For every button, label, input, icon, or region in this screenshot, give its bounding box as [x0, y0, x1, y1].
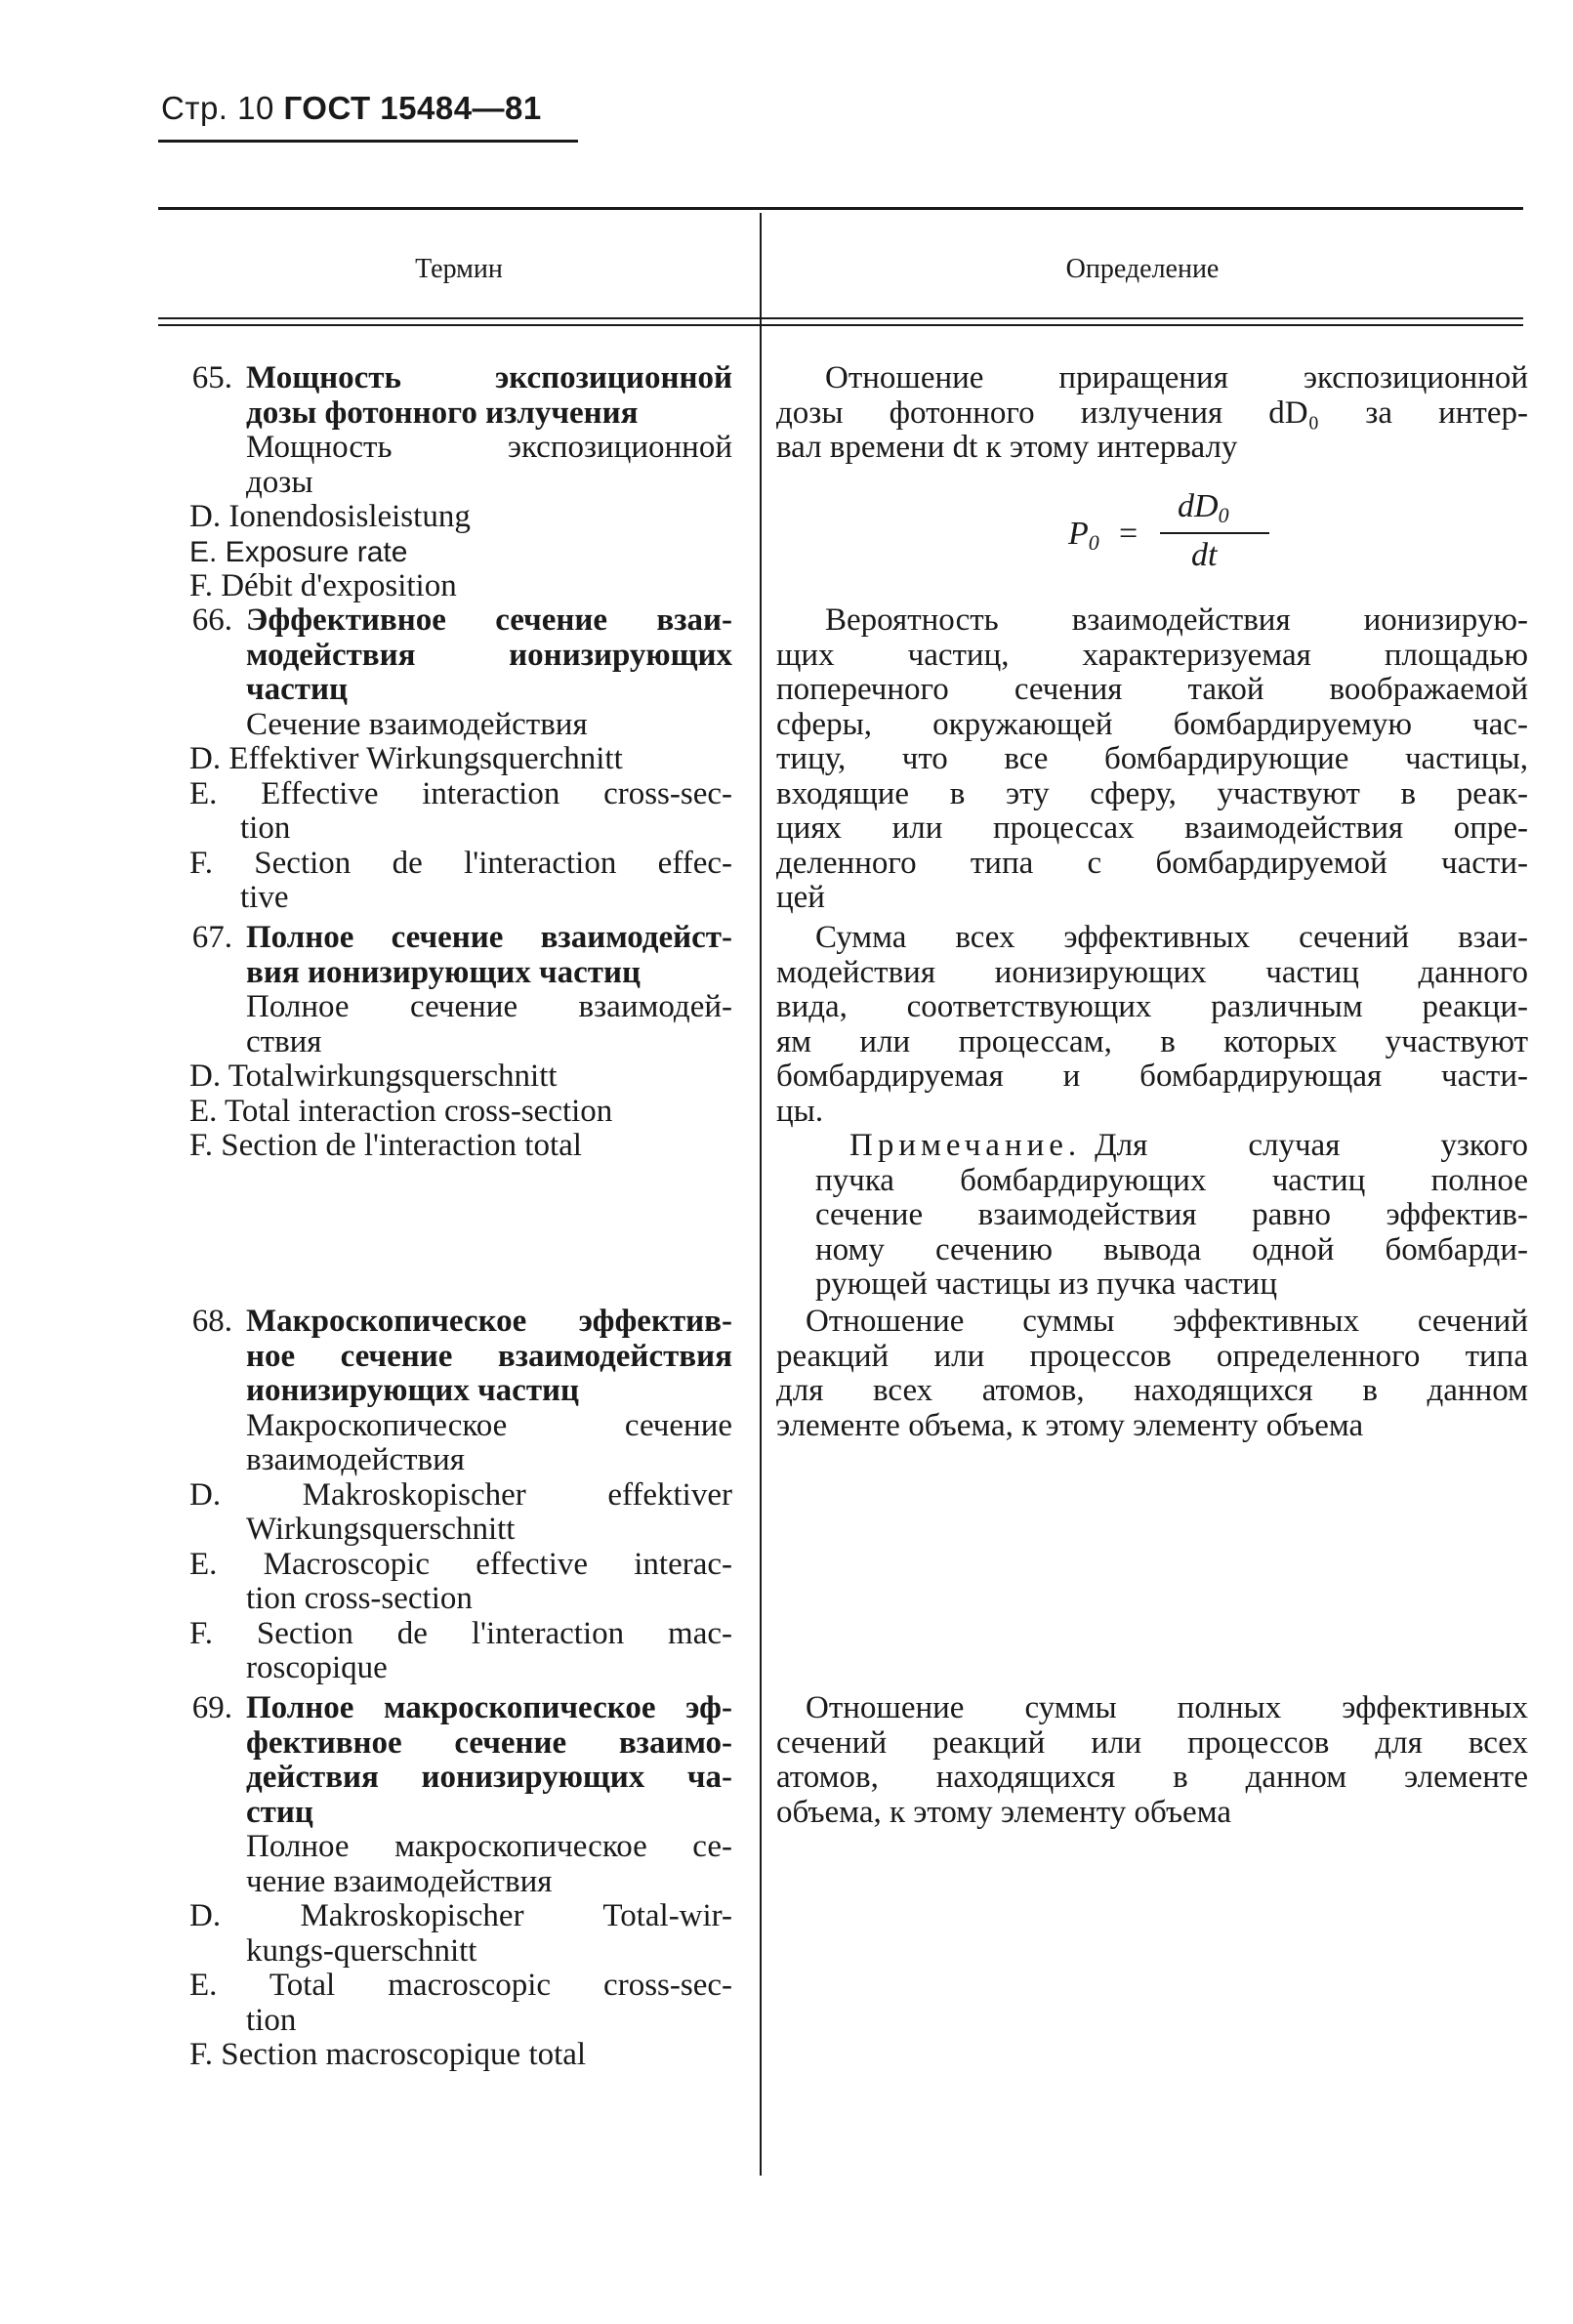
definition-line: Сумма всех эффективных сечений взаи-	[815, 920, 1528, 955]
definition-line: деленного типа с бомбардируемой части-	[776, 845, 1528, 881]
term-french: F. Section de l'interaction effec-	[189, 845, 732, 881]
definition-line: бомбардируемая и бомбардирующая части-	[776, 1058, 1528, 1094]
definition-68	[776, 1305, 1528, 1443]
definition-line: реакций или процессов определенного типа	[776, 1338, 1528, 1374]
definition-line: цы.	[776, 1093, 824, 1129]
fraction-bar	[1160, 532, 1269, 534]
term-entry-66	[156, 603, 732, 916]
term-german: D. Makroskopischer effektiver	[189, 1476, 732, 1513]
term-english: E. Exposure rate	[189, 535, 408, 568]
entry-number: 68.	[191, 1304, 232, 1339]
page-header	[161, 90, 542, 127]
definition-line: атомов, находящихся в данном элементе	[776, 1760, 1528, 1795]
term-german: kungs-querschnitt	[246, 1932, 477, 1969]
term-english: tion	[246, 2002, 297, 2038]
column-header-definition: Определение	[1065, 254, 1220, 284]
term-entry-68	[156, 1305, 732, 1686]
term-title: ное сечение взаимодействия	[246, 1338, 732, 1374]
term-title: действия ионизирующих ча-	[246, 1760, 732, 1795]
definition-67	[776, 921, 1528, 1303]
definition-line: для всех атомов, находящихся в данном	[776, 1373, 1528, 1408]
term-line	[156, 1305, 732, 1340]
term-french: tive	[240, 880, 289, 915]
definition-line: тицу, что все бомбардирующие частицы,	[776, 741, 1528, 776]
term-entry-69	[156, 1691, 732, 2073]
note-line: пучка бомбардирующих частиц полное	[815, 1162, 1528, 1198]
term-english: tion cross-section	[246, 1581, 473, 1616]
definition-line: дозы фотонного излучения dD₀ за интер-	[776, 394, 1528, 431]
entry-number: 69.	[191, 1690, 232, 1725]
definition-line: вал времени dt к этому интервалу	[776, 430, 1238, 465]
definition-line: Отношение суммы полных эффективных	[806, 1690, 1528, 1725]
definition-65	[776, 361, 1528, 466]
formula-lhs: $P_0$	[1068, 516, 1099, 555]
term-line	[156, 921, 732, 956]
header-double-rule-2	[158, 324, 1523, 326]
page-number: Стр. 10	[161, 90, 274, 126]
note-line: рующей частицы из пучка частиц	[815, 1266, 1278, 1302]
definition-line: вида, соответствующих различным реакци-	[776, 989, 1528, 1024]
definition-line: объема, к этому элементу объема	[776, 1794, 1232, 1830]
term-german: D. Makroskopischer Total-wir-	[189, 1898, 732, 1933]
definition-line: элементе объема, к этому элементу объема	[776, 1407, 1364, 1443]
term-title: Полное сечение взаимодейст-	[246, 920, 732, 955]
entry-number: 67.	[191, 920, 232, 955]
term-line	[156, 1691, 732, 1726]
definition-line: входящие в эту сферу, участвуют в реак-	[776, 775, 1528, 811]
term-title: дозы фотонного излучения	[246, 394, 639, 431]
term-synonym: дозы	[246, 464, 313, 500]
note-line: сечение взаимодействия равно эффектив-	[815, 1197, 1528, 1232]
term-title: частиц	[246, 672, 348, 707]
term-french: roscopique	[246, 1650, 388, 1685]
entry-number: 65.	[191, 360, 232, 395]
term-line	[156, 361, 732, 396]
term-title: Макроскопическое эффектив-	[246, 1304, 732, 1339]
term-title: фективное сечение взаимо-	[246, 1724, 732, 1761]
header-double-rule-1	[158, 317, 1523, 319]
formula-equals: =	[1119, 516, 1138, 552]
term-synonym: Полное сечение взаимодей-	[246, 989, 732, 1024]
term-english: E. Total macroscopic cross-sec-	[189, 1968, 732, 2003]
term-english: E. Effective interaction cross-sec-	[189, 775, 732, 811]
formula-exposure-rate	[1055, 488, 1269, 576]
term-title: Эффективное сечение взаи-	[246, 602, 732, 638]
term-synonym: чение взаимодействия	[246, 1863, 553, 1899]
definition-line: модействия ионизирующих частиц данного	[776, 954, 1528, 990]
definition-line: сечений реакций или процессов для всех	[776, 1724, 1528, 1761]
definition-line: сферы, окружающей бомбардируемую час-	[776, 706, 1528, 742]
table-top-rule	[158, 207, 1523, 210]
term-synonym: взаимодействия	[246, 1442, 465, 1477]
term-synonym: Сечение взаимодействия	[246, 706, 588, 742]
definition-line: Отношение приращения экспозиционной	[825, 360, 1528, 395]
definition-69	[776, 1691, 1528, 1830]
formula-denominator: dt	[1191, 537, 1218, 573]
definition-line: цей	[776, 880, 825, 915]
note-text: Для случая узкого	[1095, 1128, 1528, 1163]
definition-line: циях или процессах взаимодействия опре-	[776, 810, 1528, 846]
term-title: Полное макроскопическое эф-	[246, 1690, 732, 1725]
formula-numerator: $dD_0$	[1178, 488, 1229, 527]
term-french: F. Section de l'interaction mac-	[189, 1615, 732, 1651]
term-title: Мощность экспозиционной	[246, 360, 732, 395]
term-german: D. Ionendosisleistung	[189, 499, 471, 534]
term-french: F. Section macroscopique total	[189, 2037, 587, 2072]
term-english: E. Total interaction cross-section	[189, 1093, 613, 1129]
term-line	[156, 603, 732, 639]
definition-66	[776, 603, 1528, 916]
header-underline	[158, 140, 578, 143]
term-synonym: Мощность экспозиционной	[246, 430, 732, 465]
term-synonym: Полное макроскопическое се-	[246, 1829, 732, 1864]
entry-number: 66.	[191, 602, 232, 638]
term-entry-67	[156, 921, 732, 1164]
term-german: D. Totalwirkungsquerschnitt	[189, 1058, 558, 1094]
term-german: D. Effektiver Wirkungsquerchnitt	[189, 741, 623, 776]
term-french: F. Section de l'interaction total	[189, 1128, 582, 1163]
note-label: Примечание.	[849, 1128, 1082, 1163]
term-title: вия ионизирующих частиц	[246, 954, 642, 990]
definition-line: Отношение суммы эффективных сечений	[806, 1304, 1528, 1339]
term-title: стиц	[246, 1794, 313, 1830]
term-german: Wirkungsquerschnitt	[246, 1512, 516, 1547]
note-line	[776, 1129, 1528, 1164]
column-header-term: Термин	[415, 254, 503, 284]
standard-id: ГОСТ 15484—81	[283, 90, 542, 126]
column-divider	[760, 213, 762, 2176]
term-english: E. Macroscopic effective interac-	[189, 1546, 732, 1582]
term-title: модействия ионизирующих	[246, 637, 732, 673]
term-synonym: Макроскопическое сечение	[246, 1407, 732, 1443]
definition-line: ям или процессам, в которых участвуют	[776, 1023, 1528, 1059]
definition-line: щих частиц, характеризуемая площадью	[776, 637, 1528, 673]
definition-line: поперечного сечения такой воображаемой	[776, 672, 1528, 707]
note-line: ному сечению вывода одной бомбарди-	[815, 1231, 1528, 1267]
term-english: tion	[240, 810, 291, 846]
term-synonym: ствия	[246, 1023, 322, 1059]
term-french: F. Débit d'exposition	[189, 568, 457, 603]
term-title: ионизирующих частиц	[246, 1373, 580, 1408]
term-entry-65	[156, 361, 732, 604]
definition-line: Вероятность взаимодействия ионизирую-	[825, 602, 1528, 638]
